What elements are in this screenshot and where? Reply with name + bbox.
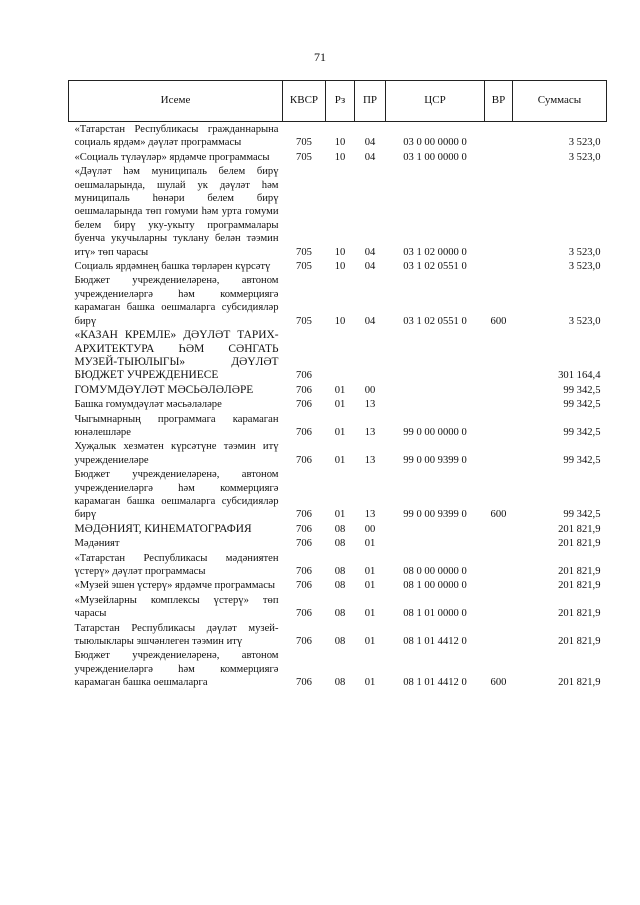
header-kvsr: КВСР bbox=[283, 81, 326, 122]
row-kvsr: 705 bbox=[296, 246, 312, 258]
row-kvsr: 706 bbox=[296, 636, 312, 648]
row-name: Бюджет учреждениеләренә, автоном учреждениеләргә һәм коммерциягә карамаган башка оешмаларга bbox=[74, 650, 279, 689]
row-name: Бюджет учреждениеләренә, автоном учреждениеләргә һәм коммерциягә карамаган башка оешмаларга субсидияләр бирү bbox=[74, 275, 279, 327]
row-vr bbox=[485, 328, 513, 383]
row-pr: 00 bbox=[364, 384, 376, 396]
header-rz: Рз bbox=[326, 81, 355, 122]
table-row bbox=[69, 164, 607, 259]
row-vr bbox=[485, 522, 513, 536]
row-name: Хуҗалык хезмәтен күрсәтүне тәэмин итү учреждениеләре bbox=[74, 441, 279, 466]
row-name: «Татарстан Республикасы гражданнарына социаль ярдәм» дәүләт программасы bbox=[74, 124, 279, 149]
row-pr: 01 bbox=[364, 677, 376, 689]
row-rz: 10 bbox=[334, 151, 346, 163]
row-vr bbox=[485, 578, 513, 592]
row-rz: 08 bbox=[334, 636, 346, 648]
row-pr: 01 bbox=[364, 636, 376, 648]
row-pr: 01 bbox=[364, 538, 376, 550]
row-pr: 13 bbox=[364, 426, 376, 438]
row-rz: 10 bbox=[334, 246, 346, 258]
row-vr bbox=[485, 259, 513, 273]
row-rz: 08 bbox=[334, 538, 346, 550]
row-name: «Музейларны комплексы үстерү» төп чарасы bbox=[74, 594, 279, 620]
row-rz: 01 bbox=[334, 384, 346, 396]
row-rz: 01 bbox=[334, 399, 346, 411]
row-sum: 99 342,5 bbox=[563, 454, 601, 466]
row-csr: 08 1 00 0000 0 bbox=[403, 580, 467, 592]
budget-table bbox=[68, 80, 607, 690]
row-sum: 201 821,9 bbox=[558, 608, 601, 620]
row-sum: 201 821,9 bbox=[558, 636, 601, 648]
row-sum: 3 523,0 bbox=[568, 315, 601, 327]
table-row bbox=[69, 383, 607, 397]
row-csr: 03 1 02 0551 0 bbox=[403, 315, 467, 327]
table-row bbox=[69, 412, 607, 440]
row-name: МӘДӘНИЯТ, КИНЕМАТОГРАФИЯ bbox=[74, 522, 252, 535]
row-kvsr: 705 bbox=[296, 151, 312, 163]
row-csr bbox=[386, 397, 485, 411]
row-sum: 201 821,9 bbox=[558, 566, 601, 577]
row-vr bbox=[485, 164, 513, 259]
row-pr: 04 bbox=[364, 246, 376, 258]
table-row bbox=[69, 593, 607, 621]
row-vr bbox=[485, 593, 513, 621]
row-sum: 99 342,5 bbox=[563, 384, 601, 396]
table-row bbox=[69, 397, 607, 411]
row-csr bbox=[386, 383, 485, 397]
row-kvsr: 705 bbox=[296, 137, 312, 149]
row-csr: 08 1 01 0000 0 bbox=[403, 608, 467, 620]
table-row bbox=[69, 467, 607, 522]
table-row bbox=[69, 259, 607, 273]
row-kvsr: 706 bbox=[296, 608, 312, 620]
table-row bbox=[69, 122, 607, 150]
row-sum: 99 342,5 bbox=[563, 399, 601, 411]
row-pr: 04 bbox=[364, 261, 376, 273]
row-name: «Социаль түләүләр» ярдәмче программасы bbox=[74, 151, 270, 163]
table-row bbox=[69, 328, 607, 383]
row-vr bbox=[485, 383, 513, 397]
row-name: «Дәүләт һәм муниципаль белем бирү оешмаларында, шулай ук дәүләт һәм муниципаль һөнәри белем бирү оешмаларында төп гомуми һәм урта гомуми белем бирү уку-укыту программалары буенча укучыларны туклану белән тәэмин итү» төп чарасы bbox=[74, 166, 279, 258]
row-name: «Татарстан Республикасы мәдәниятен үстерү» дәүләт программасы bbox=[74, 552, 279, 577]
row-vr bbox=[485, 551, 513, 579]
row-vr: 600 bbox=[490, 315, 507, 327]
row-name: Татарстан Республикасы дәүләт музей-тыюлыклары эшчәнлеген тәэмин итү bbox=[74, 622, 279, 648]
table-header-row bbox=[69, 81, 607, 122]
row-name: Социаль ярдәмнең башка төрләрен күрсәтү bbox=[74, 261, 271, 273]
row-kvsr: 706 bbox=[296, 566, 312, 577]
row-vr: 600 bbox=[490, 509, 507, 521]
row-pr: 13 bbox=[364, 399, 376, 411]
row-name: Мәдәният bbox=[74, 538, 120, 550]
row-name: Бюджет учреждениеләренә, автоном учреждениеләргә һәм коммерциягә карамаган башка оешмаларга субсидияләр бирү bbox=[74, 469, 279, 521]
row-rz: 08 bbox=[334, 566, 346, 577]
row-kvsr: 706 bbox=[296, 370, 312, 382]
row-vr: 600 bbox=[490, 677, 507, 689]
row-pr: 04 bbox=[364, 137, 376, 149]
row-name: «КАЗАН КРЕМЛЕ» ДӘҮЛӘТ ТАРИХ-АРХИТЕКТУРА ҺӘМ СӘНГАТЬ МУЗЕЙ-ТЫЮЛЫГЫ» ДӘҮЛӘТ БЮДЖЕТ УЧРЕЖДЕНИЕСЕ bbox=[74, 329, 279, 382]
header-csr: ЦСР bbox=[386, 81, 485, 122]
row-rz: 08 bbox=[334, 677, 346, 689]
row-sum: 201 821,9 bbox=[558, 677, 601, 689]
row-pr: 04 bbox=[364, 315, 376, 327]
row-sum: 201 821,9 bbox=[558, 538, 601, 550]
table-row bbox=[69, 648, 607, 689]
table-row bbox=[69, 273, 607, 328]
row-name: Башка гомумдәүләт мәсьәләләре bbox=[74, 399, 222, 411]
row-vr bbox=[485, 412, 513, 440]
table-body bbox=[69, 122, 607, 690]
row-pr: 04 bbox=[364, 151, 376, 163]
row-name: ГОМУМДӘҮЛӘТ МӘСЬӘЛӘЛӘРЕ bbox=[74, 383, 254, 396]
row-sum: 201 821,9 bbox=[558, 580, 601, 592]
row-csr: 08 1 01 4412 0 bbox=[403, 636, 467, 648]
row-vr bbox=[485, 621, 513, 649]
row-rz: 01 bbox=[334, 454, 346, 466]
row-sum: 201 821,9 bbox=[558, 523, 601, 535]
row-rz: 10 bbox=[334, 137, 346, 149]
row-kvsr: 705 bbox=[296, 261, 312, 273]
row-rz: 10 bbox=[334, 315, 346, 327]
row-pr: 00 bbox=[364, 523, 376, 535]
table-row bbox=[69, 439, 607, 467]
row-pr: 01 bbox=[364, 580, 376, 592]
row-csr: 03 1 02 0551 0 bbox=[403, 261, 467, 273]
table-row bbox=[69, 522, 607, 536]
header-vr: ВР bbox=[485, 81, 513, 122]
table-row bbox=[69, 150, 607, 164]
row-pr: 01 bbox=[364, 566, 376, 577]
row-name: Чыгымнарның программага карамаган юнәлешләре bbox=[74, 413, 279, 438]
row-csr: 03 1 00 0000 0 bbox=[403, 151, 467, 163]
row-pr: 13 bbox=[364, 509, 376, 521]
header-pr: ПР bbox=[355, 81, 386, 122]
row-sum: 99 342,5 bbox=[563, 509, 601, 521]
row-csr bbox=[386, 328, 485, 383]
table-row bbox=[69, 578, 607, 592]
row-rz: 08 bbox=[334, 580, 346, 592]
row-pr: 01 bbox=[364, 608, 376, 620]
table-row bbox=[69, 536, 607, 550]
row-rz: 08 bbox=[334, 523, 346, 535]
row-sum: 301 164,4 bbox=[558, 370, 601, 382]
row-vr bbox=[485, 536, 513, 550]
table-row bbox=[69, 621, 607, 649]
row-kvsr: 706 bbox=[296, 523, 312, 535]
row-vr bbox=[485, 122, 513, 150]
row-kvsr: 706 bbox=[296, 426, 312, 438]
row-sum: 3 523,0 bbox=[568, 261, 601, 273]
row-kvsr: 706 bbox=[296, 384, 312, 396]
row-sum: 99 342,5 bbox=[563, 426, 601, 438]
row-kvsr: 706 bbox=[296, 580, 312, 592]
row-rz: 01 bbox=[334, 509, 346, 521]
table-row bbox=[69, 551, 607, 579]
row-vr bbox=[485, 397, 513, 411]
row-csr: 99 0 00 9399 0 bbox=[403, 509, 467, 521]
row-csr bbox=[386, 522, 485, 536]
row-name: «Музей эшен үстерү» ярдәмче программасы bbox=[74, 580, 276, 592]
row-csr bbox=[386, 536, 485, 550]
row-kvsr: 705 bbox=[296, 315, 312, 327]
row-kvsr: 706 bbox=[296, 509, 312, 521]
row-sum: 3 523,0 bbox=[568, 137, 601, 149]
row-csr: 08 0 00 0000 0 bbox=[403, 566, 467, 577]
row-csr: 08 1 01 4412 0 bbox=[403, 677, 467, 689]
row-kvsr: 706 bbox=[296, 454, 312, 466]
row-kvsr: 706 bbox=[296, 677, 312, 689]
row-csr: 99 0 00 0000 0 bbox=[403, 426, 467, 438]
row-vr bbox=[485, 439, 513, 467]
row-csr: 03 0 00 0000 0 bbox=[403, 137, 467, 149]
page-number: 71 bbox=[314, 50, 326, 64]
row-vr bbox=[485, 150, 513, 164]
row-rz: 08 bbox=[334, 608, 346, 620]
row-rz bbox=[326, 328, 355, 383]
row-pr bbox=[355, 328, 386, 383]
row-sum: 3 523,0 bbox=[568, 151, 601, 163]
row-csr: 03 1 02 0000 0 bbox=[403, 246, 467, 258]
header-sum: Суммасы bbox=[513, 81, 607, 122]
row-rz: 01 bbox=[334, 426, 346, 438]
row-pr: 13 bbox=[364, 454, 376, 466]
row-sum: 3 523,0 bbox=[568, 246, 601, 258]
header-name: Исеме bbox=[69, 81, 283, 122]
row-kvsr: 706 bbox=[296, 538, 312, 550]
row-csr: 99 0 00 9399 0 bbox=[403, 454, 467, 466]
row-kvsr: 706 bbox=[296, 399, 312, 411]
row-rz: 10 bbox=[334, 261, 346, 273]
